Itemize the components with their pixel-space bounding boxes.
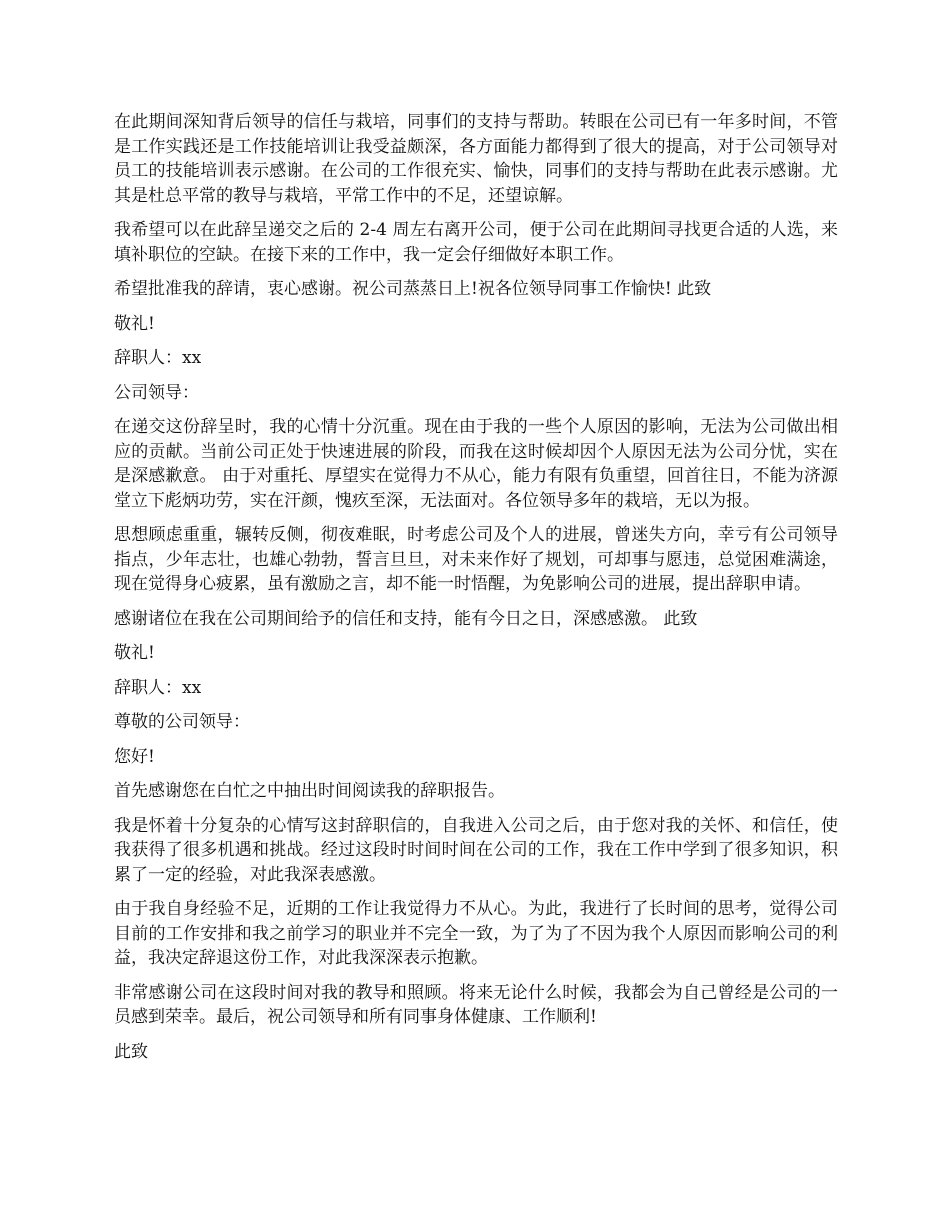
closing-3: 此致 bbox=[114, 1041, 148, 1062]
salutation-2: 敬礼! bbox=[114, 643, 155, 663]
paragraph-closing-2: 感谢诸位在我在公司期间给予的信任和支持，能有今日之日，深感感激。 此致 bbox=[114, 608, 698, 629]
paragraph-closing-1: 希望批准我的辞请，衷心感谢。祝公司蒸蒸日上!祝各位领导同事工作愉快! 此致 bbox=[114, 279, 712, 299]
paragraph-reflection: 思想顾虑重重，辗转反侧，彻夜难眠，时考虑公司及个人的进展，曾迷失方向，幸亏有公司领导指点，少年志壮，也雄心勃勃，誓言旦旦，对未来作好了规划，可却事与愿违，总觉困难满途，现在觉得身心疲累，虽有激励之言，却不能一时悟醒，为免影响公司的进展，提出辞职申请。 bbox=[114, 525, 838, 594]
addressee-3: 尊敬的公司领导： bbox=[114, 712, 250, 732]
paragraph-final-thanks: 非常感谢公司在这段时间对我的教导和照顾。将来无论什么时候，我都会为自己曾经是公司的一员感到荣幸。最后，祝公司领导和所有同事身体健康、工作顺利! bbox=[114, 982, 838, 1027]
signature-1: 辞职人：xx bbox=[114, 348, 202, 368]
signature-2: 辞职人：xx bbox=[114, 677, 202, 698]
addressee-2: 公司领导： bbox=[114, 382, 199, 403]
paragraph-gratitude: 在此期间深知背后领导的信任与栽培，同事们的支持与帮助。转眼在公司已有一年多时间，不管是工作实践还是工作技能培训让我受益颇深，各方面能力都得到了很大的提高，对于公司领导对员工的技能培训表示感谢。在公司的工作很充实、愉快，同事们的支持与帮助在此表示感谢。尤其是杜总平常的教导与栽培，平常工作中的不足，还望谅解。 bbox=[114, 112, 838, 206]
salutation-1: 敬礼! bbox=[114, 313, 155, 334]
greeting-3: 您好! bbox=[114, 746, 155, 767]
document-page bbox=[114, 110, 838, 1074]
paragraph-thanks-reading: 首先感谢您在白忙之中抽出时间阅读我的辞职报告。 bbox=[114, 781, 505, 801]
paragraph-complex-feelings: 我是怀着十分复杂的心情写这封辞职信的，自我进入公司之后，由于您对我的关怀、和信任，使我获得了很多机遇和挑战。经过这段时时间时间在公司的工作，我在工作中学到了很多知识，积累了一定的经验，对此我深表感激。 bbox=[114, 815, 838, 885]
paragraph-heavy-heart: 在递交这份辞呈时，我的心情十分沉重。现在由于我的一些个人原因的影响，无法为公司做出相应的贡献。当前公司正处于快速进展的阶段，而我在这时候却因个人原因无法为公司分忧，实在是深感歉意。 由于对重托、厚望实在觉得力不从心，能力有限有负重望，回首往日，不能为济源堂立下彪炳功劳，实在汗颜，愧疚至深，无法面对。各位领导多年的栽培，无以为报。 bbox=[114, 417, 838, 511]
paragraph-departure-date: 我希望可以在此辞呈递交之后的 2-4 周左右离开公司，便于公司在此期间寻找更合适的人选，来填补职位的空缺。在接下来的工作中，我一定会仔细做好本职工作。 bbox=[114, 220, 838, 265]
paragraph-lack-experience: 由于我自身经验不足，近期的工作让我觉得力不从心。为此，我进行了长时间的思考，觉得公司目前的工作安排和我之前学习的职业并不完全一致，为了为了不因为我个人原因而影响公司的利益，我决定辞退这份工作，对此我深深表示抱歉。 bbox=[114, 899, 838, 968]
